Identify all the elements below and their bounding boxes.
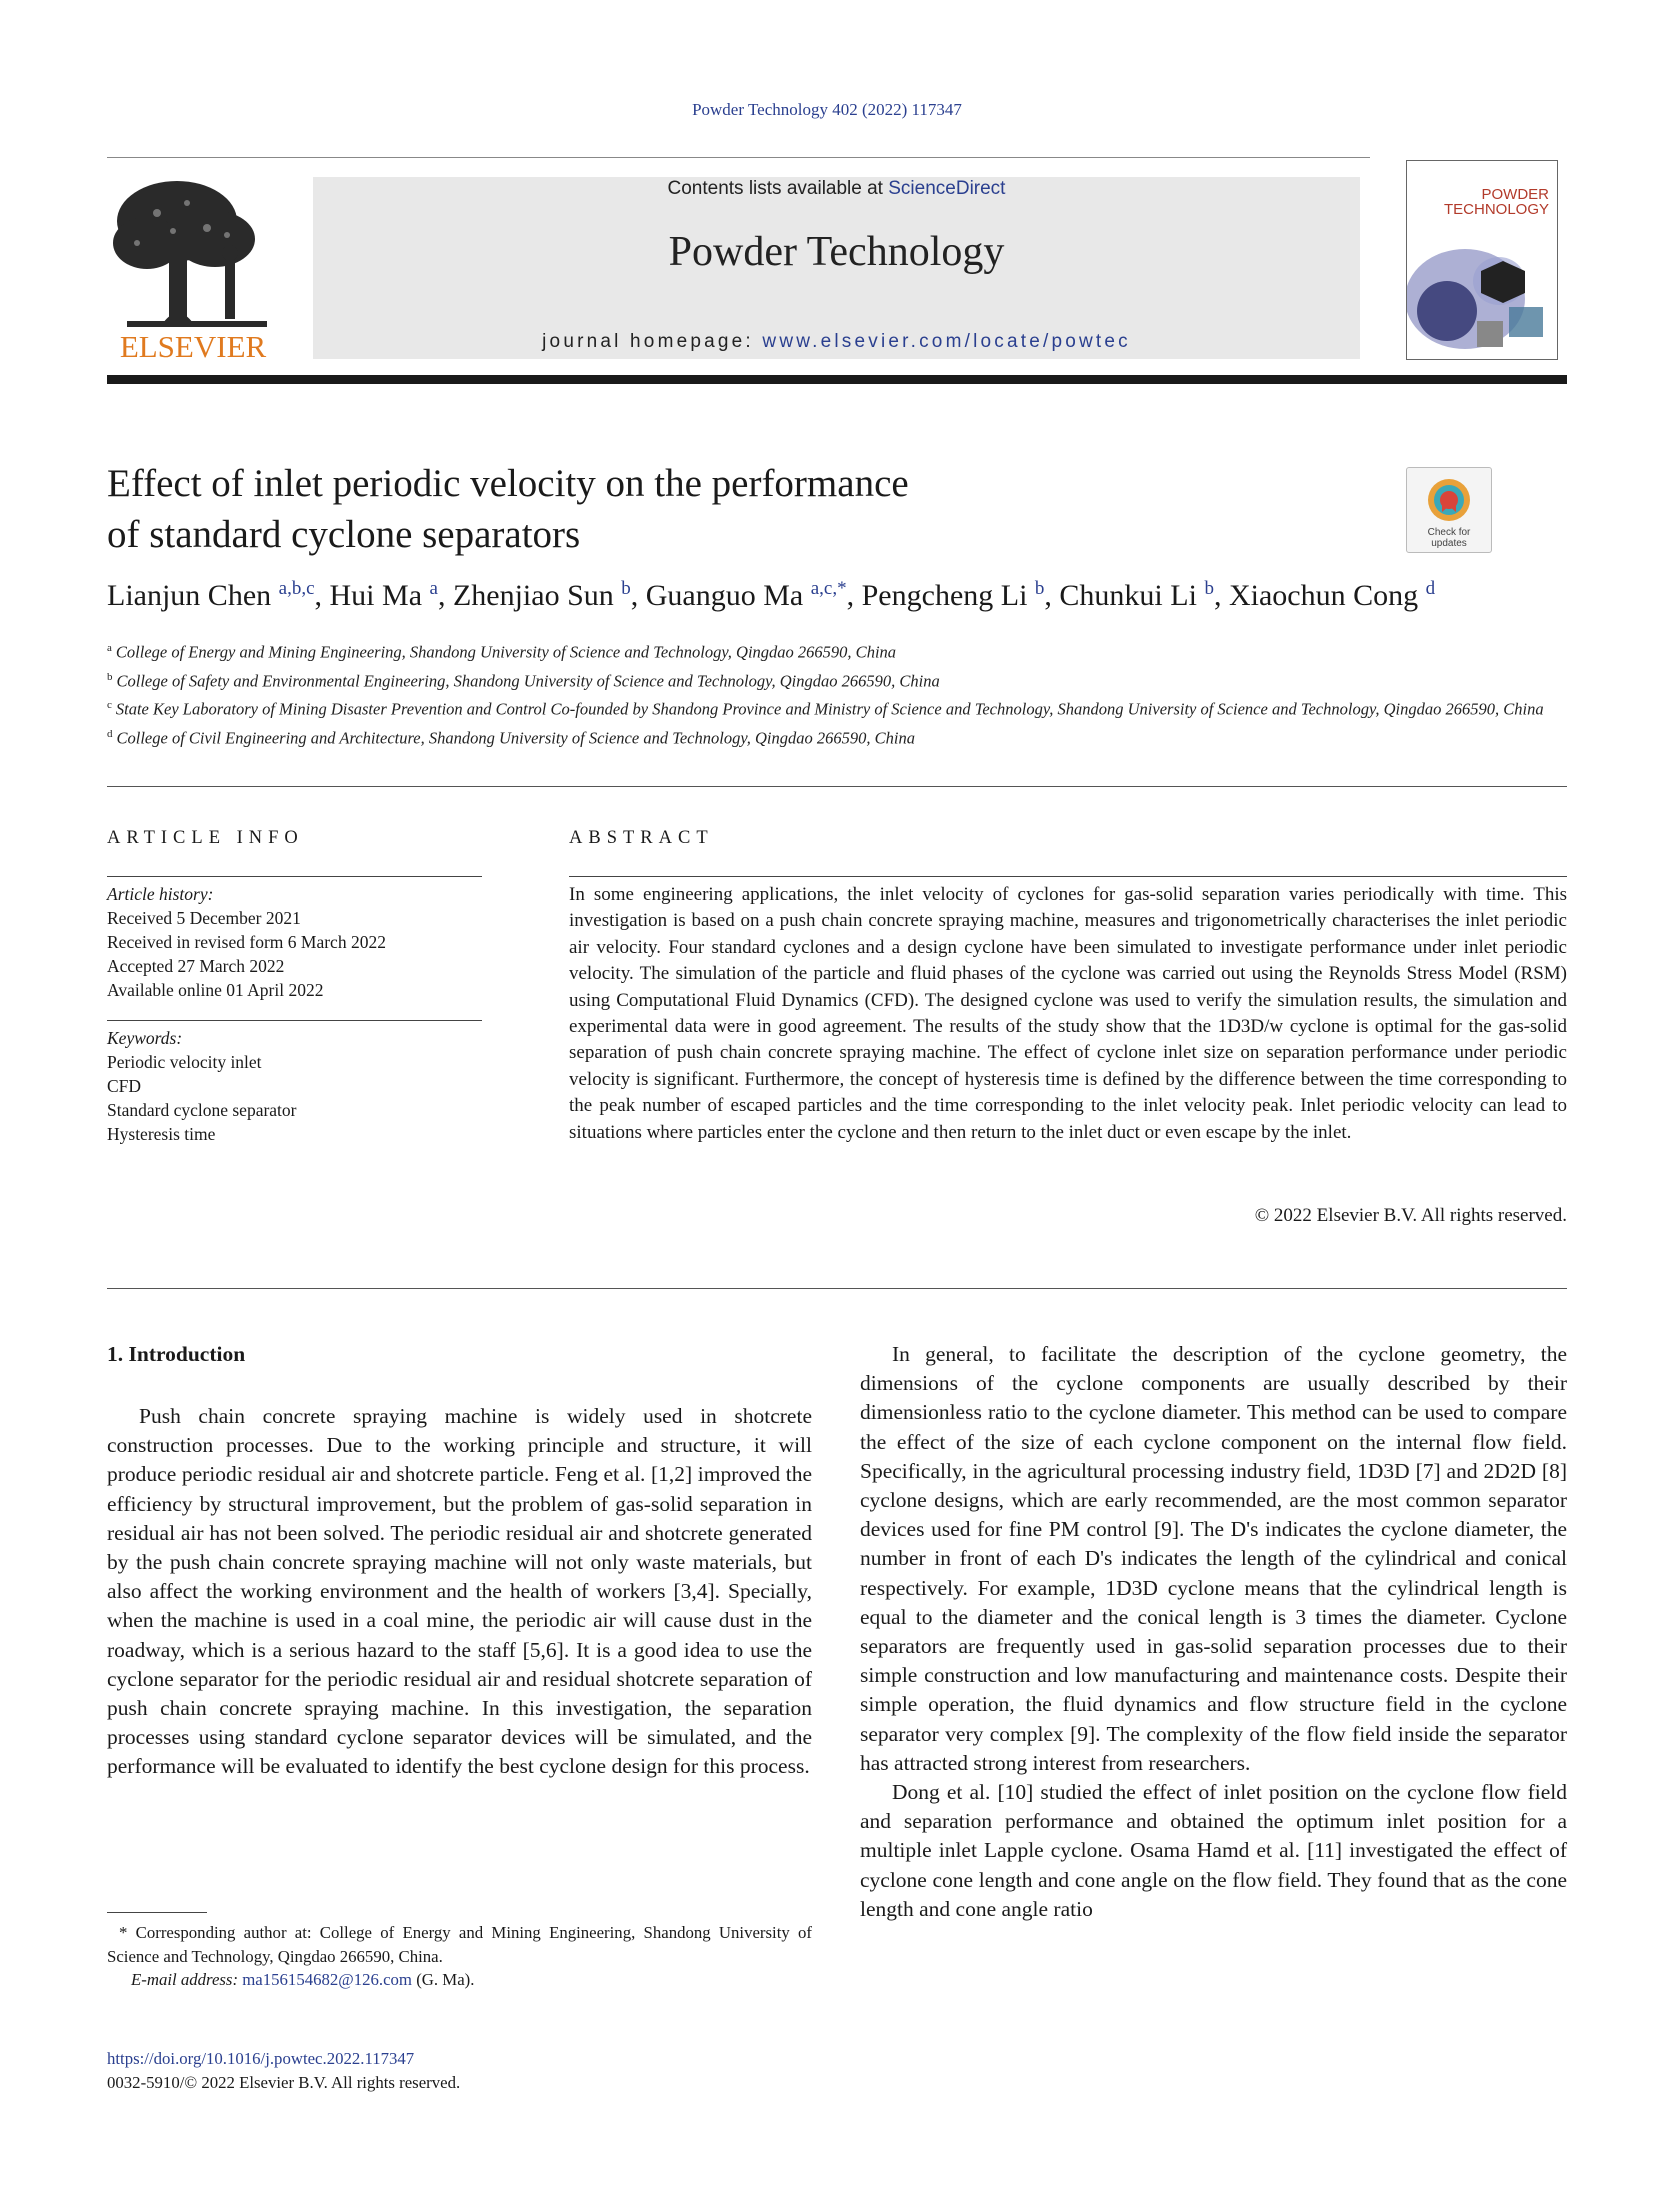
body-column-right — [860, 1340, 1567, 1924]
author-separator: , — [437, 579, 453, 612]
author-separator: , — [1044, 579, 1060, 612]
abstract-bottom-divider — [107, 1288, 1567, 1289]
author-affiliation-marker[interactable]: b — [1034, 578, 1045, 599]
affiliation-label: a — [107, 642, 112, 654]
article-info-heading: ARTICLE INFO — [107, 828, 304, 848]
affiliation-item — [107, 722, 1567, 751]
affiliation-text: College of Civil Engineering and Architecture, Shandong University of Science and Technology, Qingdao 266590, China — [116, 728, 915, 747]
affiliation-text: College of Safety and Environmental Engineering, Shandong University of Science and Technology, Qingdao 266590, China — [116, 671, 940, 690]
author-name[interactable]: Pengcheng Li — [861, 579, 1028, 612]
keyword-item: Periodic velocity inlet — [107, 1052, 262, 1072]
homepage-prefix: journal homepage: — [542, 331, 763, 352]
author-affiliation-marker[interactable]: a — [429, 578, 438, 599]
author[interactable] — [453, 579, 646, 612]
affiliation-label: c — [107, 699, 112, 711]
cover-title-line2: TECHNOLOGY — [1443, 201, 1549, 218]
check-updates-line1: Check for — [1427, 527, 1471, 538]
body-column-left — [107, 1402, 812, 1782]
affiliations-divider — [107, 786, 1567, 787]
affiliation-text: State Key Laboratory of Mining Disaster Prevention and Control Co-founded by Shandong Province and Ministry of Science and Technology, Shandong University of Science and Technology, Qingdao 266590, China — [115, 699, 1544, 719]
author[interactable] — [646, 579, 862, 612]
author-separator: , — [630, 579, 646, 612]
author-name[interactable]: Lianjun Chen — [107, 579, 272, 612]
journal-title: Powder Technology — [668, 229, 1005, 275]
author-affiliation-marker[interactable]: a,c,* — [810, 578, 847, 599]
footnote-marker: * — [119, 1923, 128, 1942]
affiliation-item — [107, 665, 1567, 694]
history-revised: Received in revised form 6 March 2022 — [107, 932, 386, 952]
cover-title-line1: POWDER — [1481, 186, 1549, 203]
elsevier-logo — [107, 173, 279, 363]
affiliation-label: b — [107, 670, 113, 683]
history-online: Available online 01 April 2022 — [107, 980, 324, 1000]
intro-paragraph: Push chain concrete spraying machine is widely used in shotcrete construction processes. Due to the working principle and structure, it will produce periodic residual air and shotcrete particle. Feng et al. [1,2] improved the efficiency by structural improvement, but the problem of gas-solid separation in residual air has not been solved. The periodic residual air and shotcrete generated by the push chain concrete spraying machine will not only waste materials, but also affect the working environment and the health of workers [3,4]. Specially, when the machine is used in a coal mine, the periodic air will cause dust in the roadway, which is a serious hazard to the staff [5,6]. It is a good idea to use the cyclone separator for the periodic residual air and residual shotcrete separation of push chain concrete spraying machine. In this investigation, the separation processes using standard cyclone separator devices will be simulated, and the performance will be evaluated to identify the best cyclone design for this process. — [107, 1404, 812, 1779]
intro-paragraph: In general, to facilitate the description of the cyclone geometry, the dimensions of the cyclone components are usually described by their dimensionless ratio to the cyclone diameter. This method can be used to compare the effect of the size of each cyclone component on the internal flow field. Specifically, in the agricultural processing industry field, 1D3D [7] and 2D2D [8] cyclone designs, which are early recommended, are the most common separator devices used for fine PM control [9]. The D's indicates the cyclone diameter, the number in front of each D's indicates the length of the cylindrical and conical respectively. For example, 1D3D cyclone means that the cylindrical length is equal to the diameter and the conical length is 3 times the diameter. Cyclone separators are frequently used in gas-solid separation processes due to their simple construction and low manufacturing and maintenance costs. Despite their simple operation, the fluid dynamics and flow structure field in the cyclone separator very complex [9]. The complexity of the flow field inside the separator has attracted strong interest from researchers. — [860, 1342, 1567, 1775]
check-for-updates-button[interactable] — [1406, 467, 1492, 553]
abstract-copyright: © 2022 Elsevier B.V. All rights reserved. — [1254, 1205, 1567, 1226]
keywords-label: Keywords: — [107, 1028, 183, 1048]
author[interactable] — [862, 579, 1060, 612]
author-separator: , — [1213, 579, 1229, 612]
affiliation-item — [107, 636, 1567, 665]
author[interactable] — [107, 579, 330, 612]
email-label: E-mail address: — [131, 1970, 239, 1989]
intro-paragraph: Dong et al. [10] studied the effect of inlet position on the cyclone flow field and separation performance and obtained the optimum inlet position for a multiple inlet Lapple cyclone. Osama Hamd et al. [11] investigated the effect of cyclone cone length and cone angle on the flow field. They found that as the cone length and cone angle ratio — [860, 1780, 1567, 1921]
author-name[interactable]: Xiaochun Cong — [1228, 579, 1419, 612]
crossmark-icon — [1407, 468, 1491, 552]
sciencedirect-link[interactable]: ScienceDirect — [888, 178, 1006, 199]
author[interactable] — [1059, 579, 1229, 612]
author[interactable] — [1229, 579, 1435, 612]
check-updates-line2: updates — [1431, 538, 1467, 549]
affiliation-item — [107, 693, 1567, 722]
elsevier-wordmark: ELSEVIER — [119, 329, 267, 363]
top-divider — [107, 157, 1370, 158]
affiliation-label: d — [107, 727, 113, 740]
journal-cover-image[interactable] — [1406, 160, 1558, 360]
footnote-divider — [107, 1912, 207, 1913]
doi-block — [107, 2047, 812, 2094]
author-name[interactable]: Guanguo Ma — [645, 579, 804, 612]
keyword-item: CFD — [107, 1076, 142, 1096]
keyword-item: Standard cyclone separator — [107, 1100, 297, 1120]
cover-title — [1444, 187, 1549, 217]
homepage-link[interactable]: www.elsevier.com/locate/powtec — [762, 331, 1131, 352]
article-info-divider-top — [107, 876, 482, 877]
article-history — [107, 882, 482, 1002]
abstract-text: In some engineering applications, the inlet velocity of cyclones for gas-solid separation varies periodically with time. This investigation is based on a push chain concrete spraying machine, measures and trigonometrically characterises the inlet periodic air velocity. Four standard cyclones and a design cyclone have been simulated to investigate performance under inlet periodic velocity. The simulation of the particle and fluid phases of the cyclone was carried out using the Reynolds Stress Model (RSM) using Computational Fluid Dynamics (CFD). The designed cyclone was used to verify the simulation results, the simulation and experimental data were in good agreement. The results of the study show that the 1D3D/w cyclone is optimal for the gas-solid separation of push chain concrete spraying machine. The effect of cyclone inlet size on separation performance under periodic velocity is significant. Furthermore, the concept of hysteresis time is defined by the difference between the time corresponding to the peak number of escaped particles and the time corresponding to the inlet velocity peak. Inlet periodic velocity can lead to situations where particles enter the cyclone and then return to the inlet duct or even escape by the inlet. — [569, 884, 1567, 1143]
affiliation-text: College of Energy and Mining Engineering, Shandong University of Science and Technology, Qingdao 266590, China — [115, 642, 897, 662]
article-title-line1: Effect of inlet periodic velocity on the performance — [107, 462, 909, 505]
contents-line — [313, 178, 1360, 200]
article-title — [107, 458, 1207, 560]
corresponding-author-footnote — [107, 1921, 812, 1992]
email-owner: (G. Ma). — [416, 1970, 475, 1989]
section-heading-introduction: 1. Introduction — [107, 1342, 246, 1366]
history-accepted: Accepted 27 March 2022 — [107, 956, 285, 976]
author-affiliation-marker[interactable]: b — [621, 578, 631, 599]
author-name[interactable]: Chunkui Li — [1059, 579, 1197, 612]
email-link[interactable]: ma156154682@126.com — [242, 1970, 412, 1989]
author-affiliation-marker[interactable]: b — [1204, 578, 1214, 599]
history-label: Article history: — [107, 884, 214, 904]
author-affiliation-marker[interactable]: a,b,c — [278, 578, 315, 599]
abstract-heading: ABSTRACT — [569, 828, 714, 848]
journal-homepage-line — [313, 331, 1360, 353]
abstract-divider — [569, 876, 1567, 877]
journal-reference[interactable]: Powder Technology 402 (2022) 117347 — [692, 100, 962, 119]
doi-link[interactable]: https://doi.org/10.1016/j.powtec.2022.117347 — [107, 2049, 415, 2068]
history-received: Received 5 December 2021 — [107, 908, 301, 928]
footnote-text: Corresponding author at: College of Energy and Mining Engineering, Shandong University of Science and Technology, Qingdao 266590, China. — [107, 1923, 812, 1966]
author-name[interactable]: Hui Ma — [329, 579, 423, 612]
issn-copyright: 0032-5910/© 2022 Elsevier B.V. All rights reserved. — [107, 2072, 461, 2092]
author-separator: , — [846, 579, 862, 612]
article-info-divider-mid — [107, 1020, 482, 1021]
author-separator: , — [314, 579, 330, 612]
author-name[interactable]: Zhenjiao Sun — [452, 579, 614, 612]
keywords — [107, 1026, 482, 1146]
affiliation-list — [107, 636, 1567, 750]
elsevier-tree-icon — [107, 173, 279, 363]
author[interactable] — [330, 579, 453, 612]
header-thick-divider — [107, 375, 1567, 384]
author-affiliation-marker[interactable]: d — [1425, 578, 1436, 599]
article-title-line2: of standard cyclone separators — [107, 513, 581, 556]
contents-prefix: Contents lists available at — [667, 178, 889, 199]
author-list — [107, 578, 1567, 613]
keyword-item: Hysteresis time — [107, 1124, 216, 1144]
